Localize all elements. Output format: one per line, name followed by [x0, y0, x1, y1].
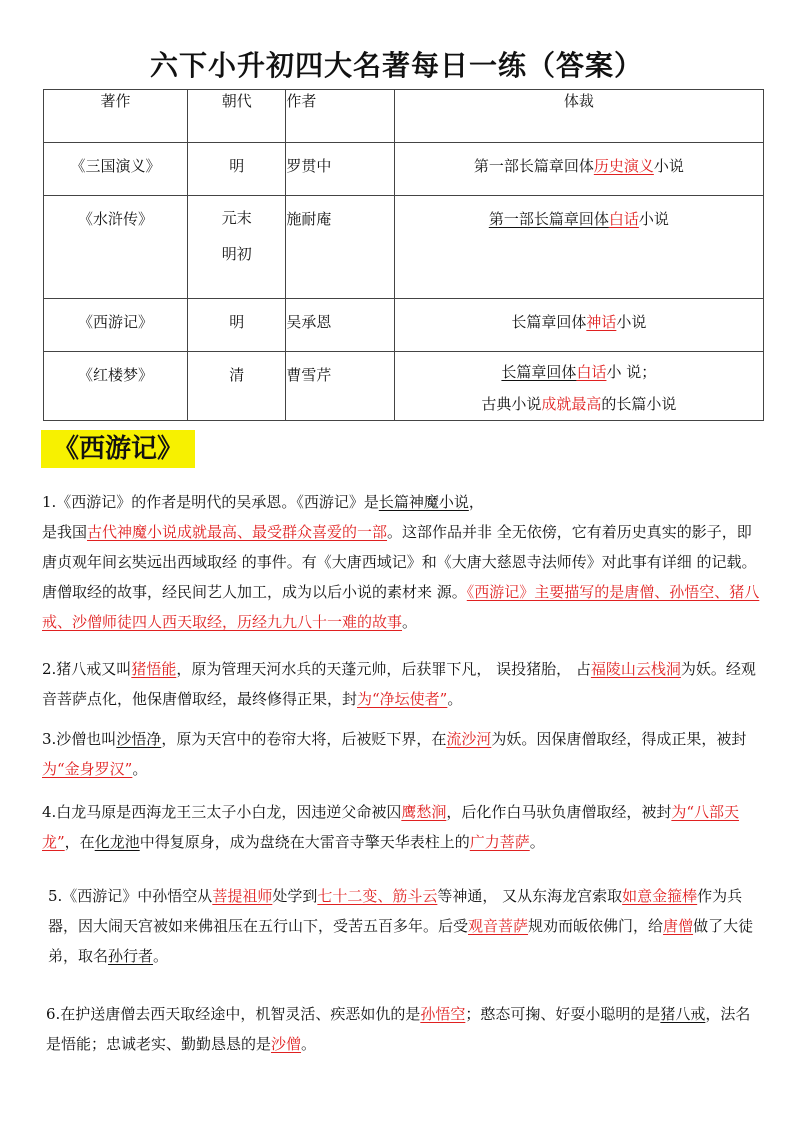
paragraph-6 [46, 999, 760, 1059]
genre-highlight: 白话 [576, 363, 607, 381]
answer-text: 福陵山云栈洞 [590, 660, 681, 678]
header-work: 著作 [44, 90, 188, 143]
text: 1.《西游记》的作者是明代的吴承恩。《西游记》是 [42, 493, 379, 511]
text: 。 [402, 613, 418, 631]
cell-author: 罗贯中 [286, 157, 332, 175]
text: 。这部作品并非 全无依傍，它有着历史真实的影子，即唐贞观年间玄奘远出西域取经 的事件。有《大唐西域记》和《大唐大慈恩寺法师传》对此事有详细 的记载。唐僧取经的故事，经民间艺人加工，成为以后小说的素材来 源。 [42, 523, 757, 601]
genre-text: 小说 [653, 157, 684, 175]
text: 为妖。经观音菩萨点化，他保唐僧取经，最终修得正果，封 [42, 660, 756, 708]
underlined-text: 长篇神魔小说 [378, 493, 469, 511]
underlined-text: 孙行者 [108, 947, 154, 965]
table-row [44, 196, 764, 299]
answer-text: 七十二变、筋斗云 [317, 887, 438, 905]
page-title: 六下小升初四大名著每日一练（答案） [149, 49, 643, 82]
paragraph-2 [42, 654, 760, 714]
text: ，原为管理天河水兵的天蓬元帅，后获罪下凡， 误投猪胎， 占 [176, 660, 591, 678]
dynasty-line: 明初 [221, 245, 252, 263]
text: 。 [132, 760, 148, 778]
genre-highlight: 成就最高 [541, 395, 602, 413]
text: 做了大徒弟，取名 [48, 917, 754, 965]
genre-line [395, 356, 763, 388]
answer-text: 为“金身罗汉” [42, 760, 133, 778]
text: 是我国 [42, 523, 88, 541]
answer-text: 猪悟能 [131, 660, 177, 678]
answer-text: 广力菩萨 [469, 833, 530, 851]
answer-text: 流沙河 [446, 730, 492, 748]
paragraph-3 [42, 724, 760, 784]
genre-text: 小 说； [606, 363, 657, 381]
text: 作为兵器，因大闹天宫被如来佛祖压在五行山下，受苦五百多年。后受 [48, 887, 743, 935]
text: 。 [301, 1035, 317, 1053]
header-genre: 体裁 [394, 90, 763, 143]
text: 规劝而皈依佛门，给 [528, 917, 664, 935]
text: ，法名是悟能；忠诚老实、勤勤恳恳的是 [46, 1005, 751, 1053]
answer-text: 如意金箍棒 [622, 887, 698, 905]
text: ，在 [64, 833, 95, 851]
cell-dynasty [188, 196, 285, 272]
table-row [44, 299, 764, 352]
underlined-text: 沙悟净 [116, 730, 162, 748]
paragraph-4 [42, 797, 760, 857]
text: 。 [447, 690, 463, 708]
answer-text: 孙悟空 [420, 1005, 466, 1023]
text: 2.猪八戒又叫 [42, 660, 132, 678]
cell-dynasty: 明 [229, 313, 245, 331]
answer-text: 沙僧 [271, 1035, 302, 1053]
text: 为妖。因保唐僧取经，得成正果，被封 [491, 730, 747, 748]
cell-genre [395, 143, 763, 176]
answer-text: 唐僧 [663, 917, 694, 935]
genre-text: 长篇章回体 [501, 363, 577, 381]
genre-line [395, 388, 763, 420]
genre-text: 古典小说 [481, 395, 542, 413]
section-title: 《西游记》 [41, 430, 195, 468]
text: 3.沙僧也叫 [42, 730, 117, 748]
answer-text: 古代神魔小说成就最高、最受群众喜爱的一部 [87, 523, 388, 541]
cell-work: 《红楼梦》 [78, 366, 154, 384]
text: ，原为天宫中的卷帘大将，后被贬下界，在 [161, 730, 447, 748]
cell-genre [395, 352, 763, 420]
table-row [44, 143, 764, 196]
text: 处学到 [272, 887, 318, 905]
paragraph-1 [42, 487, 760, 637]
cell-author: 曹雪芹 [286, 366, 332, 384]
text: ，后化作白马驮负唐僧取经，被封 [446, 803, 672, 821]
genre-text: 的长篇小说 [601, 395, 677, 413]
cell-dynasty: 明 [229, 157, 245, 175]
text: 等神通， 又从东海龙宫索取 [437, 887, 623, 905]
paragraph-5 [48, 881, 760, 971]
text: ；憨态可掬、好耍小聪明的是 [465, 1005, 661, 1023]
answer-text: 观音菩萨 [468, 917, 529, 935]
cell-genre [395, 299, 763, 332]
text: 。 [529, 833, 545, 851]
cell-work: 《水浒传》 [78, 210, 154, 228]
cell-dynasty: 清 [229, 366, 245, 384]
genre-highlight: 历史演义 [593, 157, 654, 175]
works-table [43, 89, 764, 421]
answer-text: 鹰愁涧 [401, 803, 447, 821]
cell-work: 《三国演义》 [70, 157, 161, 175]
answer-text: 《西游记》主要描写的是唐僧、孙悟空、猪八戒、沙僧师徒四人西天取经，历经九九八十一难的故事 [42, 583, 760, 631]
text: 4.白龙马原是西海龙王三太子小白龙，因违逆父命被囚 [42, 803, 402, 821]
genre-text: 第一部长篇章回体 [488, 210, 609, 228]
underlined-text: 化龙池 [94, 833, 140, 851]
header-author: 作者 [286, 90, 394, 143]
text: 5.《西游记》中孙悟空从 [48, 887, 213, 905]
cell-work: 《西游记》 [78, 313, 154, 331]
genre-highlight: 白话 [608, 210, 639, 228]
genre-text: 长篇章回体 [511, 313, 587, 331]
underlined-text: 猪八戒 [660, 1005, 706, 1023]
cell-genre [395, 196, 763, 229]
text: 。 [153, 947, 169, 965]
answer-text: 为“八部天龙” [42, 803, 740, 851]
genre-text: 小说 [616, 313, 647, 331]
answer-text: 菩提祖师 [212, 887, 273, 905]
table-row [44, 352, 764, 421]
answer-text: 为“净坛使者” [357, 690, 448, 708]
header-dynasty: 朝代 [188, 90, 286, 143]
genre-text: 小说 [638, 210, 669, 228]
table-header-row [44, 90, 764, 143]
text: ， [468, 493, 484, 511]
genre-text: 第一部长篇章回体 [473, 157, 594, 175]
dynasty-line: 元末 [221, 209, 252, 227]
genre-highlight: 神话 [586, 313, 617, 331]
text: 6.在护送唐僧去西天取经途中，机智灵活、疾恶如仇的是 [46, 1005, 421, 1023]
text: 中得复原身，成为盘绕在大雷音寺擎天华表柱上的 [139, 833, 470, 851]
cell-author: 施耐庵 [286, 210, 332, 228]
cell-author: 吴承恩 [286, 313, 332, 331]
